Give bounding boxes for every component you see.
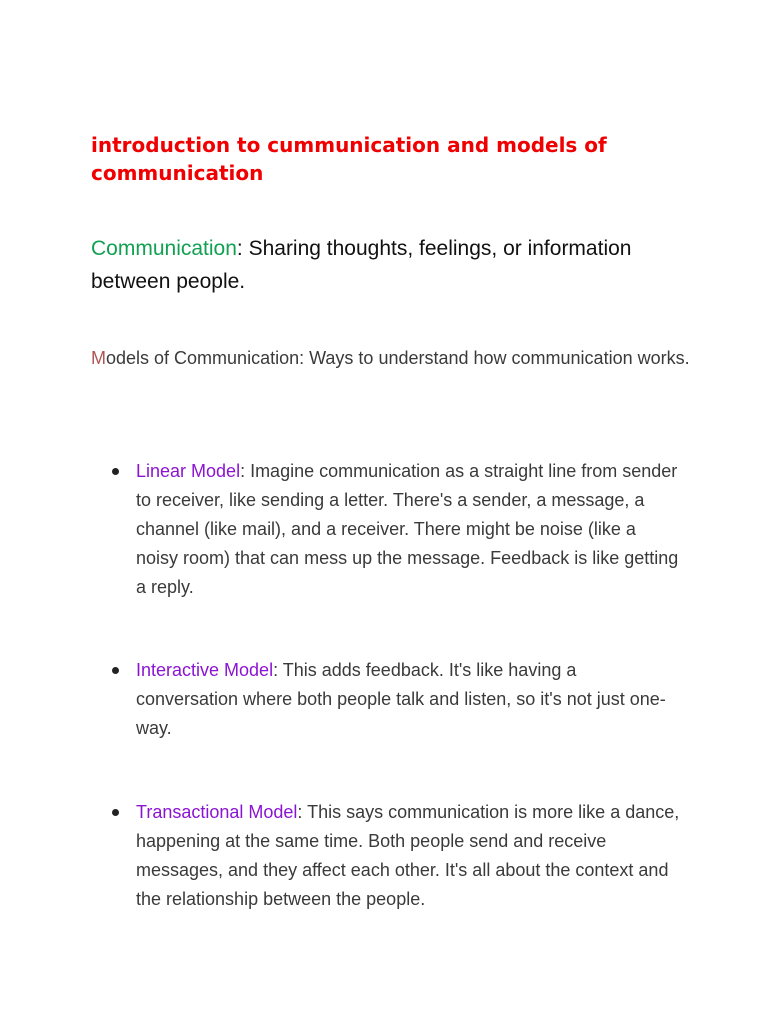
list-item-linear-model [136,457,681,602]
definition-term: Communication [91,237,237,260]
bullet-icon [112,667,119,674]
list-item-interactive-model [136,656,681,743]
document-title: introduction to cummunication and models of communication [91,133,607,185]
models-intro-paragraph [91,344,691,373]
model-description: : This says communication is more like a dance, happening at the same time. Both people send and receive messages, and they affect each other. It's all about the context and the relationship between the people. [136,802,680,909]
model-description: : This adds feedback. It's like having a conversation where both people talk and listen, so it's not just one-way. [136,660,666,738]
definition-text: : Sharing thoughts, feelings, or information between people. [91,237,632,293]
bullet-icon [112,809,119,816]
models-intro-initial: M [91,348,106,368]
model-name: Transactional Model [136,802,298,822]
models-intro-text: odels of Communication: Ways to understand how communication works. [106,348,690,368]
bullet-icon [112,468,119,475]
communication-definition [91,232,691,298]
list-item-transactional-model [136,798,681,914]
model-name: Interactive Model [136,660,274,680]
model-name: Linear Model [136,461,241,481]
model-description: : Imagine communication as a straight line from sender to receiver, like sending a letter. There's a sender, a message, a channel (like mail), and a receiver. There might be noise (like a noisy room) that can mess up the message. Feedback is like getting a reply. [136,461,679,597]
